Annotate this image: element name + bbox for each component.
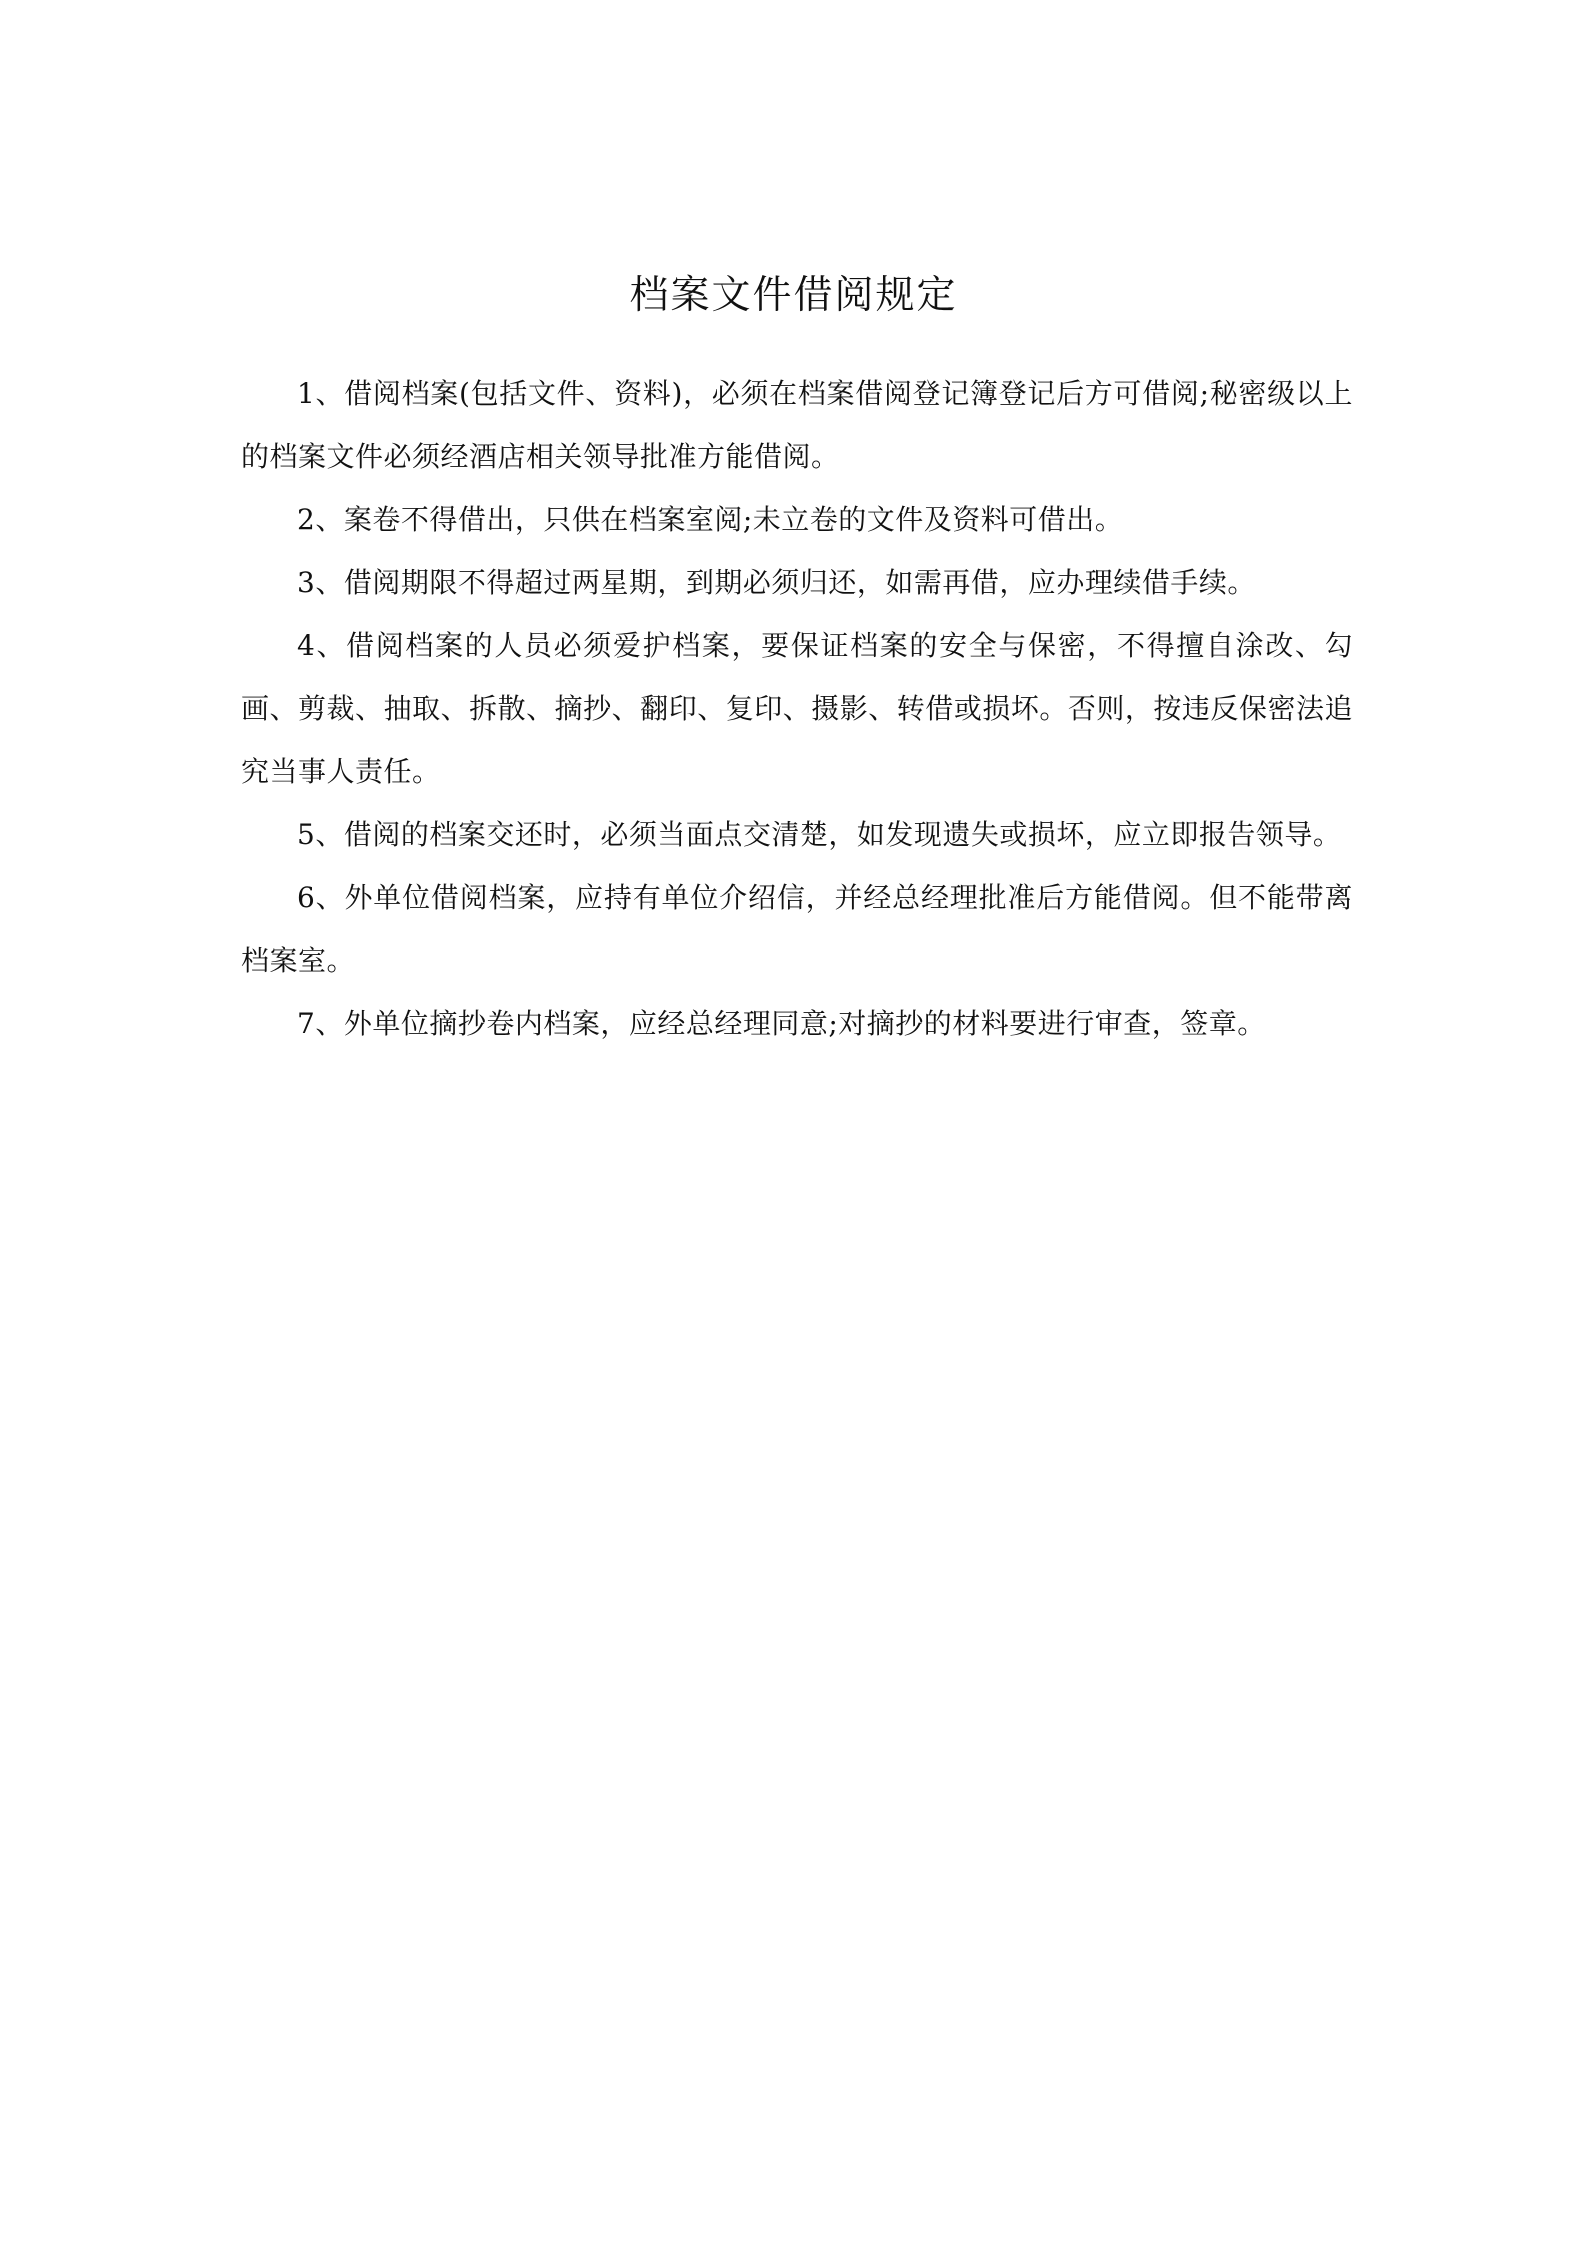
- regulation-item-1: 1、借阅档案(包括文件、资料)，必须在档案借阅登记簿登记后方可借阅;秘密级以上的档案文件必须经酒店相关领导批准方能借阅。: [241, 377, 1353, 473]
- regulation-item-7: 7、外单位摘抄卷内档案，应经总经理同意;对摘抄的材料要进行审查，签章。: [297, 1007, 1266, 1040]
- regulation-item-3: 3、借阅期限不得超过两星期，到期必须归还，如需再借，应办理续借手续。: [297, 566, 1256, 599]
- regulation-body: [241, 362, 1353, 1055]
- regulation-item-4: 4、借阅档案的人员必须爱护档案，要保证档案的安全与保密，不得擅自涂改、勾画、剪裁、抽取、拆散、摘抄、翻印、复印、摄影、转借或损坏。否则，按违反保密法追究当事人责任。: [241, 629, 1353, 788]
- regulation-item-2: 2、案卷不得借出，只供在档案室阅;未立卷的文件及资料可借出。: [297, 503, 1124, 536]
- page-title: 档案文件借阅规定: [629, 273, 958, 318]
- regulation-item-5: 5、借阅的档案交还时，必须当面点交清楚，如发现遗失或损坏，应立即报告领导。: [297, 818, 1342, 851]
- regulation-item-6: 6、外单位借阅档案，应持有单位介绍信，并经总经理批准后方能借阅。但不能带离档案室。: [241, 881, 1353, 977]
